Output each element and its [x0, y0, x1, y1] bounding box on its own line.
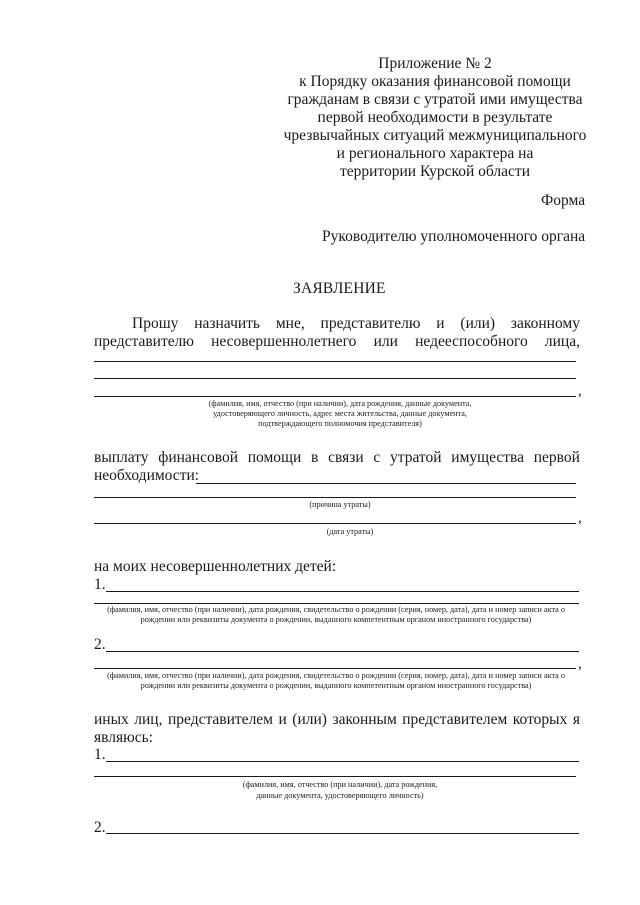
header-line: территории Курской области — [339, 163, 530, 180]
header-line: к Порядку оказания финансовой помощи — [299, 73, 571, 90]
form-label: Форма — [541, 192, 586, 209]
fill-line-reason[interactable] — [94, 497, 576, 498]
intro-line-1: Прошу назначить мне, представителю и (или) законному — [132, 315, 580, 332]
fill-line-child-1[interactable] — [94, 603, 579, 604]
caption-child: рождении или реквизиты документа о рождении, выданного компетентным органом иностранного государства) — [140, 615, 532, 624]
fill-line-applicant[interactable] — [94, 361, 576, 362]
addressee: Руководителю уполномоченного органа — [322, 228, 586, 245]
caption-other: (фамилия, имя, отчество (при наличии), дата рождения, — [242, 780, 438, 789]
children-item-number: 1. — [94, 576, 106, 593]
others-item-number: 2. — [94, 819, 106, 836]
payment-line-2: необходимости: — [94, 467, 200, 484]
fill-line-child-2[interactable] — [106, 651, 579, 652]
fill-line-child-2[interactable] — [94, 668, 576, 669]
caption-applicant: удостоверяющего личность, адрес места жительства, данные документа, — [213, 409, 467, 418]
comma: , — [578, 510, 582, 526]
fill-line-necessity[interactable] — [196, 483, 576, 484]
fill-line-other-2[interactable] — [106, 833, 579, 834]
fill-line-applicant[interactable] — [94, 378, 576, 379]
others-line-2: являюсь: — [94, 729, 153, 746]
fill-line-other-1[interactable] — [106, 761, 579, 762]
fill-line-date[interactable] — [94, 523, 576, 524]
header-line: чрезвычайных ситуаций межмуниципального — [283, 127, 587, 144]
children-heading: на моих несовершеннолетних детей: — [94, 558, 337, 575]
payment-line-1: выплату финансовой помощи в связи с утратой имущества первой — [94, 449, 580, 466]
comma: , — [578, 383, 582, 399]
caption-applicant: (фамилия, имя, отчество (при наличии), дата рождения, данные документа, — [208, 399, 472, 408]
document-title: ЗАЯВЛЕНИЕ — [293, 280, 386, 297]
header-line: первой необходимости в результате — [317, 109, 553, 126]
caption-reason: (причина утраты) — [309, 500, 371, 509]
header-line: и регионального характера на — [336, 145, 534, 162]
caption-child: (фамилия, имя, отчество (при наличии), дата рождения, свидетельство о рождении (серия, номер, дата), дата и номер записи акта о — [107, 605, 565, 614]
caption-applicant: подтверждающего полномочия представителя) — [258, 419, 422, 428]
fill-line-child-1[interactable] — [106, 591, 579, 592]
fill-line-other-1[interactable] — [94, 776, 576, 777]
others-line-1: иных лиц, представителем и (или) законным представителем которых я — [94, 711, 580, 728]
comma: , — [578, 656, 582, 672]
others-item-number: 1. — [94, 746, 106, 763]
caption-other: данные документа, удостоверяющего личность) — [256, 791, 424, 800]
children-item-number: 2. — [94, 636, 106, 653]
header-line: Приложение № 2 — [378, 55, 492, 72]
header-line: гражданам в связи с утратой ими имущества — [287, 91, 583, 108]
caption-child: (фамилия, имя, отчество (при наличии), дата рождения, свидетельство о рождении (серия, номер, дата), дата и номер записи акта о — [107, 671, 565, 680]
caption-child: рождении или реквизиты документа о рождении, выданного компетентным органом иностранного государства) — [140, 681, 532, 690]
fill-line-applicant[interactable] — [94, 396, 576, 397]
caption-date: (дата утраты) — [326, 527, 374, 536]
intro-line-2: представителю несовершеннолетнего или недееспособного лица, — [94, 333, 580, 350]
